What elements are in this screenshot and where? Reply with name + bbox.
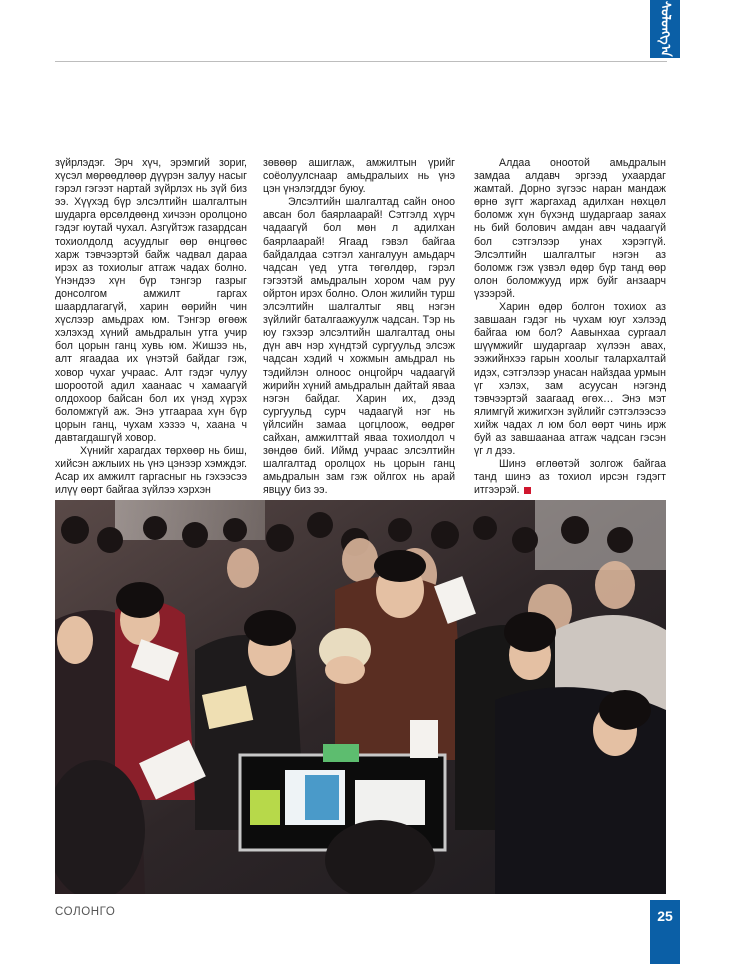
page-number — [650, 900, 680, 964]
crowd-photo — [55, 500, 666, 894]
paragraph: Хүнийг харагдах төрхөөр нь биш, хийсэн ажлыих нь үнэ цэнээр хэмждэг. Асар их амжилт гаргасныг нь гэхээсээ илүү өөрт байгаа зүйлээ хэрхэн — [55, 445, 247, 497]
paragraph: Элсэлтийн шалгалтад сайн оноо авсан бол баярлаарай! Сэтгэлд хүрч чадаагүй бол мөн л адилхан баярлаарай! Ягаад гэвэл байгаа байдалдаа сэтгэл хангалуун амьдарч чадсан үед утга төгөлдөр, гэрэл гэгээтэй амьдралын хором чам руу ойртон ирэх болно. Олон жилийн турш элсэлтийн шалгалтыг явц нэгэн зүйлийг баталгаажуулж чадсан. Тэр нь юу гэхээр элсэлтийн шалгалтад оны дүн авч нэр хүндтэй сургуульд элсэж чадсан хэдий ч хожмын амьдрал нь тэдийлэн олноос онцгойрч чадаагүй жирийн хүний амьдралын дайтай яваа нэгэн байдаг. Харин их, дээд сургуульд сурч чадаагүй нэг нь үйлсийн замаа цогцлоож, өөдрөг сайхан, амжилттай яваа тохиолдол ч зөндөө бий. Иймд учраас элсэлтийн шалгалтад оролцох нь цорын ганц амьдралын зам гэж ойлгох нь арай явцуу биз ээ. — [263, 196, 455, 497]
paragraph-text: Шинэ өглөөтэй золгож байгаа танд шинэ аз тохиол ирсэн гэдэгт итгээрэй. — [474, 458, 666, 497]
magazine-brand-tab — [650, 0, 680, 58]
article-column-1 — [55, 157, 247, 497]
mongol-script-logo: ᠰᠣᠯᠣᠩᠭ᠎ᠠ — [657, 1, 673, 57]
header-rule — [55, 61, 667, 62]
paragraph: зүйрлэдэг. Эрч хүч, эрэмгий зориг, хүсэл мөрөөдлөөр дүүрэн залуу насыг гэрэл гэгээт нартай зүйрлэх нь зүй биз ээ. Хүүхэд бүр элсэлтийн шалгалтын шударга өрсөлдөөнд хичээн оролцоно гэдэг юутай чухал. Азгүйтэж газардсан тохиолдолд асуудлыг өөр өнцгөөс харж тэвчээртэй байж чадвал дараа ирэх аз тохиолыг атгаж чадах болно. Үнэндээ хүн бүр тэнгэр газрыг донсолгом амжилт гаргах шаардлагагүй, харин өөрийн чин хүслээр амьдрах юм. Тэнгэр өгөөж хэлэхэд хүний амьдралын утга учир бол цорын ганц хувь юм. Жишээ нь, алт ягаадаа их үнэтэй байдаг гэж, ховор чухаг учраас. Алт гэдэг чулуу шороотой адил хаанаас ч хамаагүй олдохоор байсан бол их үнэд хүрэх боломжгүй аж. Энэ утгаараа хүн бүр цорын ганц, чухам хэзээ ч, хаана ч давтагдашгүй ховор. — [55, 157, 247, 444]
article-column-3 — [474, 157, 666, 497]
paragraph: Харин өдөр болгон тохиох аз завшаан гэдэг нь чухам юуг хэлээд байгаа юм бол? Аавынхаа сургаал шүүмжийг шударгаар хүлээн авах, ээжийнхээ гарын хоолыг талархалтай идэх, сэтгэлээр унасан найздаа урмын үг хэлэх, зам асуусан нэгэнд тэвчээртэй заагаад өгөх… Энэ мэт ялимгүй жижигхэн зүйлийг сэтгэлээсээ хийж чадах л юм бол өөрт чинь ирж буй аз завшаанаа атгаж чадсан гэсэн үг л дээ. — [474, 301, 666, 458]
end-of-article-mark — [524, 487, 531, 494]
paragraph-final — [474, 458, 666, 497]
crowd-photo-illustration — [55, 500, 666, 894]
article-column-2 — [263, 157, 455, 497]
paragraph: Алдаа оноотой амьдралын замдаа алдавч эргээд ухаардаг жамтай. Дорно зүгээс наран мандаж өрнө зүгт жаргахад адилхан нөхцөл боломж хүн бүхэнд шударгаар заяах нь бий болович амдан авч чадаагүй бол сэтгэлээр унах хэрэггүй. Элсэлтийн шалгалтыг нэгэн аз боломж гэж үзвэл өдөр бүр танд өөр олон боломжууд ирж буйг анзаарч үзээрэй. — [474, 157, 666, 300]
page-number-text: 25 — [657, 908, 673, 924]
magazine-name-footer: СОЛОНГО — [55, 906, 116, 918]
paragraph: зөвөөр ашиглаж, амжилтын үрийг соёолуулснаар амьдралыих нь үнэ цэн үнэлэгддэг буюу. — [263, 157, 455, 196]
